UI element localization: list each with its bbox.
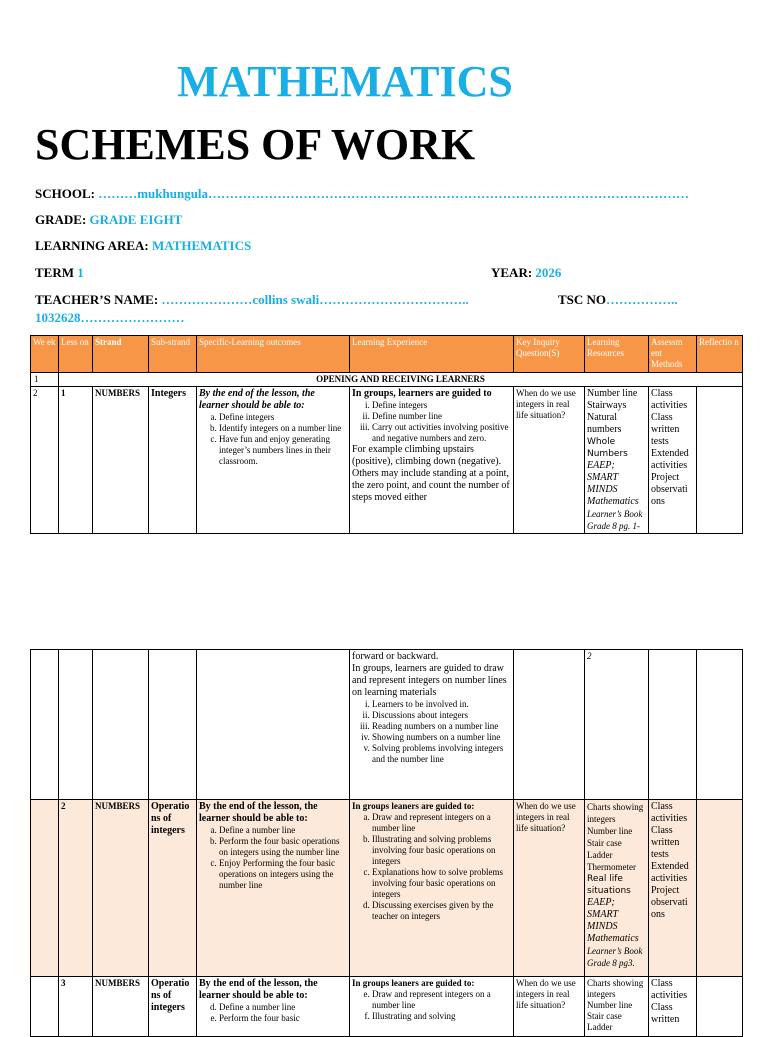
row3-exp-list <box>352 989 511 1022</box>
list-item: iv. Showing numbers on a number line <box>372 732 511 743</box>
teacher-label: TEACHER’S NAME: <box>35 292 159 307</box>
row2-resources <box>585 800 649 977</box>
row2-assessment <box>649 800 697 977</box>
col-header-substrand: Sub-strand <box>149 336 197 373</box>
col-header-lesson: Less on <box>59 336 93 373</box>
row1-week: 2 <box>31 387 59 534</box>
resource-item: EAEP; <box>587 897 615 908</box>
cont-week <box>31 650 59 800</box>
tsc-line <box>558 292 678 308</box>
opening-row <box>31 373 743 387</box>
row1-outcomes <box>197 387 350 534</box>
row1-experience <box>350 387 514 534</box>
resource-item: Charts showing integers <box>587 978 644 999</box>
lesson-row-2 <box>31 800 743 977</box>
list-item: d. Define a number line <box>219 1002 347 1013</box>
row3-week <box>31 977 59 1037</box>
list-item: i. Define integers <box>372 400 511 411</box>
assessment-item: Class activities <box>651 388 688 411</box>
grade-line <box>35 212 182 228</box>
list-item: b. Identify integers on a number line <box>219 423 347 434</box>
row2-outcomes-list <box>199 825 347 891</box>
assessment-item: Class written <box>651 1002 680 1025</box>
subject-title: MATHEMATICS <box>177 57 513 106</box>
row3-strand: NUMBERS <box>93 977 149 1037</box>
cont-strand <box>93 650 149 800</box>
assessment-item: Class activities <box>651 978 688 1001</box>
resource-item: Stairways <box>587 400 627 411</box>
resource-item: Stair case <box>587 1011 622 1021</box>
term-value: 1 <box>77 265 84 280</box>
tsc-dots: …………….. <box>606 292 678 307</box>
lesson-row-1-continued <box>31 650 743 800</box>
row3-outcomes-list <box>199 1002 347 1024</box>
scheme-table-page2 <box>30 649 743 1037</box>
list-item: c. Enjoy Performing the four basic operations on integers using the number line <box>219 858 347 891</box>
row1-substrand: Integers <box>149 387 197 534</box>
row2-question: When do we use integers in real life situation? <box>514 800 585 977</box>
cont-reflection <box>697 650 743 800</box>
col-header-reflection: Reflectio n <box>697 336 743 373</box>
term-line <box>35 265 84 281</box>
cont-exp-text3: forward or backward. <box>352 651 439 662</box>
resource-item: Natural numbers <box>587 412 622 435</box>
row3-outcomes <box>197 977 350 1037</box>
row1-resources <box>585 387 649 534</box>
resource-item: Thermometer <box>587 862 636 872</box>
resource-item: Ladder <box>587 1022 613 1032</box>
list-item: ii. Define number line <box>372 411 511 422</box>
resource-item: Charts showing integers <box>587 802 644 824</box>
tsc-number-line <box>35 310 185 326</box>
resource-item: Ladder <box>587 850 613 860</box>
assessment-item: Class activities <box>651 801 688 824</box>
cont-lesson <box>59 650 93 800</box>
row1-assessment <box>649 387 697 534</box>
year-line <box>491 265 561 281</box>
assessment-item: Extended activities <box>651 448 689 471</box>
resource-item: EAEP; <box>587 460 615 471</box>
tsc-number: 1032628…………………… <box>35 310 185 325</box>
row1-outcomes-list <box>199 412 347 467</box>
row1-outcomes-intro: By the end of the lesson, the learner should be able to: <box>199 388 315 411</box>
row1-exp-text2: Others may include standing at a point, the zero point, and count the number of steps moved either <box>352 468 510 503</box>
row3-question: When do we use integers in real life situation? <box>514 977 585 1037</box>
resource-book: Learner’s Book Grade 8 pg. 1- <box>587 509 643 531</box>
row1-reflection <box>697 387 743 534</box>
grade-label: GRADE: <box>35 212 87 227</box>
row3-resources <box>585 977 649 1037</box>
scheme-table-page1 <box>30 335 743 534</box>
assessment-item: Project observati ons <box>651 472 688 507</box>
lesson-row-1 <box>31 387 743 534</box>
cont-outcomes <box>197 650 350 800</box>
row1-exp-intro: In groups, learners are guided to <box>352 388 492 399</box>
resource-item: Number line <box>587 388 638 399</box>
row1-exp-list <box>352 400 511 444</box>
cont-substrand <box>149 650 197 800</box>
school-value: ………mukhungula………………………………………………………………………………………………… <box>98 186 690 201</box>
row2-week <box>31 800 59 977</box>
list-item: iii. Carry out activities involving positive and negative numbers and zero. <box>372 422 511 444</box>
row2-strand: NUMBERS <box>93 800 149 977</box>
school-label: SCHOOL: <box>35 186 95 201</box>
row2-substrand: Operatio ns of integers <box>149 800 197 977</box>
opening-text: OPENING AND RECEIVING LEARNERS <box>59 373 743 387</box>
row3-exp-intro: In groups leaners are guided to: <box>352 978 475 988</box>
assessment-item: Class written tests <box>651 825 680 860</box>
row2-lesson: 2 <box>59 800 93 977</box>
tsc-label: TSC NO <box>558 292 607 307</box>
learning-area-line <box>35 238 251 254</box>
document-title: SCHEMES OF WORK <box>35 120 476 169</box>
row1-strand: NUMBERS <box>93 387 149 534</box>
row3-lesson: 3 <box>59 977 93 1037</box>
row3-outcomes-intro: By the end of the lesson, the learner should be able to: <box>199 978 318 1001</box>
row2-outcomes-intro: By the end of the lesson, the learner should be able to: <box>199 801 318 824</box>
list-item: i. Learners to be involved in. <box>372 699 511 710</box>
assessment-item: Project observati ons <box>651 885 688 920</box>
row3-experience <box>350 977 514 1037</box>
list-item: a. Define a number line <box>219 825 347 836</box>
assessment-item: Class written tests <box>651 412 680 447</box>
list-item: iii. Reading numbers on a number line <box>372 721 511 732</box>
learning-area-value: MATHEMATICS <box>152 238 252 253</box>
row1-question: When do we use integers in real life situation? <box>514 387 585 534</box>
list-item: f. Illustrating and solving <box>372 1011 511 1022</box>
resource-item: Number line <box>587 826 633 836</box>
learning-area-label: LEARNING AREA: <box>35 238 149 253</box>
list-item: c. Explanations how to solve problems involving four basic operations on integers <box>372 867 511 900</box>
list-item: b. Illustrating and solving problems involving four basic operations on integers <box>372 834 511 867</box>
row3-assessment <box>649 977 697 1037</box>
assessment-item: Extended activities <box>651 861 689 884</box>
list-item: c. Have fun and enjoy generating integer’s numbers lines in their classroom. <box>219 434 347 467</box>
cont-resources: 2 <box>585 650 649 800</box>
resource-item: Number line <box>587 1000 633 1010</box>
teacher-value: …………………collins swali…………………………….. <box>161 292 469 307</box>
resource-item: Whole Numbers <box>587 437 628 459</box>
cont-question <box>514 650 585 800</box>
col-header-outcomes: Specific-Learning outcomes <box>197 336 350 373</box>
row2-outcomes <box>197 800 350 977</box>
lesson-row-3 <box>31 977 743 1037</box>
col-header-strand: Strand <box>93 336 149 373</box>
school-line <box>35 186 689 202</box>
teacher-line <box>35 292 469 308</box>
term-label: TERM <box>35 265 74 280</box>
list-item: ii. Discussions about integers <box>372 710 511 721</box>
year-value: 2026 <box>535 265 562 280</box>
col-header-assessment: Assessm ent Methods <box>649 336 697 373</box>
resource-item: Real life situations <box>587 874 631 896</box>
cont-assessment <box>649 650 697 800</box>
resource-item: Stair case <box>587 838 622 848</box>
cont-experience <box>350 650 514 800</box>
list-item: a. Draw and represent integers on a number line <box>372 812 511 834</box>
row2-exp-intro: In groups leaners are guided to: <box>352 801 475 811</box>
list-item: d. Discussing exercises given by the teacher on integers <box>372 900 511 922</box>
opening-week: 1 <box>31 373 59 387</box>
header-row <box>31 336 743 373</box>
list-item: b. Perform the four basic operations on integers using the number line <box>219 836 347 858</box>
list-item: v. Solving problems involving integers and the number line <box>372 743 511 765</box>
list-item: e. Perform the four basic <box>219 1013 347 1024</box>
row2-reflection <box>697 800 743 977</box>
resource-item: Mathematics <box>587 933 639 944</box>
row1-exp-text1: For example climbing upstairs (positive), climbing down (negative). <box>352 444 502 467</box>
col-header-experience: Learning Experience <box>350 336 514 373</box>
cont-exp-list <box>352 699 511 765</box>
resource-item: Mathematics <box>587 496 639 507</box>
year-label: YEAR: <box>491 265 533 280</box>
row2-exp-list <box>352 812 511 922</box>
row3-reflection <box>697 977 743 1037</box>
row2-experience <box>350 800 514 977</box>
list-item: e. Draw and represent integers on a number line <box>372 989 511 1011</box>
grade-value: GRADE EIGHT <box>89 212 183 227</box>
col-header-week: We ek <box>31 336 59 373</box>
resource-book: Learner’s Book Grade 8 pg3. <box>587 946 643 968</box>
row1-lesson: 1 <box>59 387 93 534</box>
cont-exp-text4: In groups, learners are guided to draw and represent integers on number lines on learning materials <box>352 663 507 698</box>
col-header-resources: Learning Resources <box>585 336 649 373</box>
list-item: a. Define integers <box>219 412 347 423</box>
row3-substrand: Operatio ns of integers <box>149 977 197 1037</box>
col-header-question: Key Inquiry Question(S) <box>514 336 585 373</box>
resource-item: SMART MINDS <box>587 472 618 495</box>
resource-item: SMART MINDS <box>587 909 618 932</box>
